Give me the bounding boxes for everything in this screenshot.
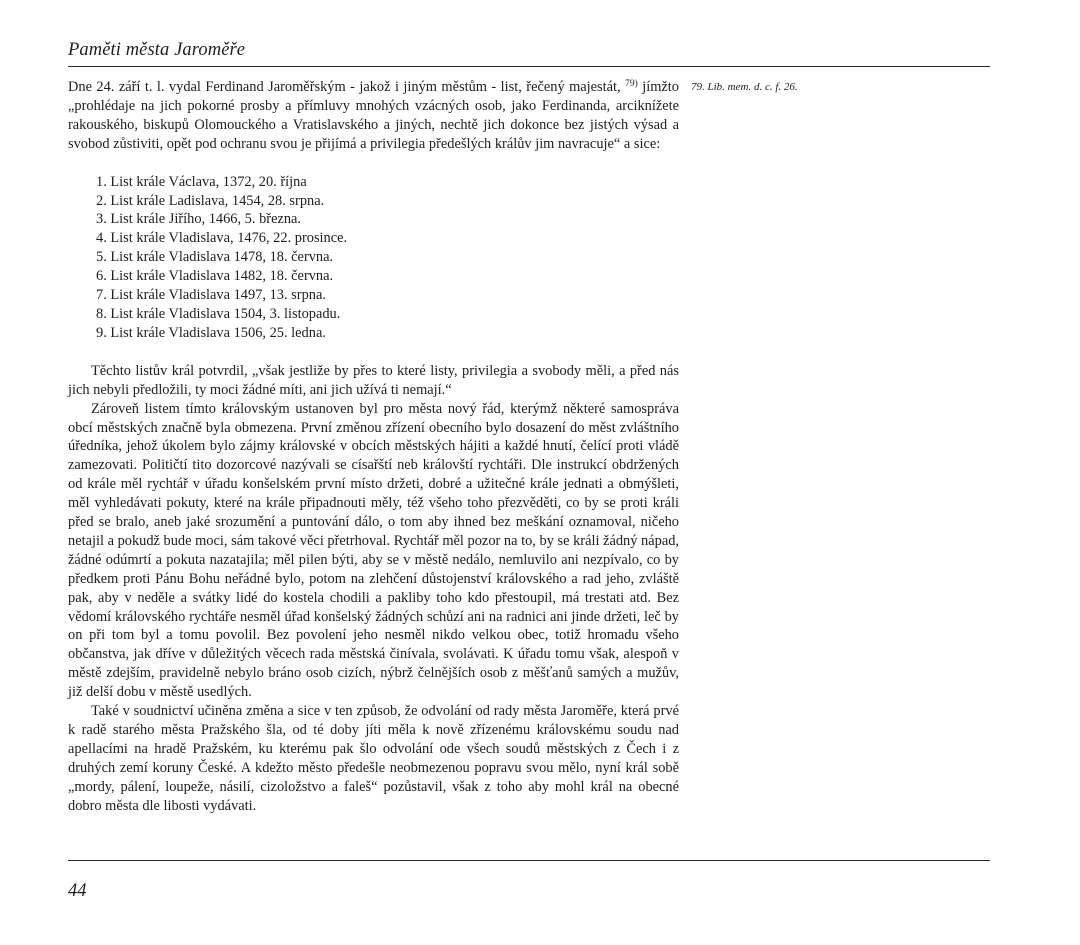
list-item: 6. List krále Vladislava 1482, 18. června. [96, 268, 334, 285]
page-number: 44 [68, 881, 87, 901]
list-item: 9. List krále Vladislava 1506, 25. ledna. [96, 324, 326, 341]
body-paragraph: Také v soudnictví učiněna změna a sice v ten způsob, že odvolání od rady města Jaroměře, která prvé k radě starého města Pražského šla, od té doby jíti měla k nově zřízenému královskému soudu nad apellacími na hradě Pražském, ku kterému pak šlo odvolání ode všech soudů městských z Čech i z druhých zemí koruny České. A kdežto město předešle neobmezenou popravu svou mělo, nyní král sobě „mordy, pálení, loupeže, násilí, cizoložstvo a faleš“ pozůstavil, však z toho aby mohl král na obecné dobro města dle libosti vydávati. [68, 703, 679, 814]
running-head-title: Paměti města Jaroměře [68, 40, 246, 60]
main-text-column [68, 78, 679, 816]
list-item: 3. List krále Jiřího, 1466, 5. března. [96, 211, 302, 228]
privilege-list [96, 173, 679, 343]
list-item: 8. List krále Vladislava 1504, 3. listopadu. [96, 305, 341, 322]
intro-text-after-ref: jímžto „prohlédaje na jich pokorné prosby a přímluvy mnohých vzácných osob, jako Ferdinanda, arciknížete rakouského, biskupů Olomouckého a Vratislavského a jiných, nechtě jich dokonce bez jistých výsad a svobod zůstiviti, opět pod ochranu svou je přijímá a privilegia předešlých králův jim navracuje“ a sice: [68, 79, 679, 152]
header-rule [68, 66, 990, 67]
list-item: 4. List krále Vladislava, 1476, 22. prosince. [96, 230, 348, 247]
intro-paragraph [68, 78, 679, 154]
intro-text-before-ref: Dne 24. září t. l. vydal Ferdinand Jaroměřským - jakož i jiným městům - list, řečený majestát, [68, 79, 621, 95]
footnote-reference: 79) [625, 79, 638, 89]
footer-rule [68, 860, 990, 861]
list-item: 7. List krále Vladislava 1497, 13. srpna. [96, 287, 326, 304]
list-item: 5. List krále Vladislava 1478, 18. června. [96, 249, 334, 266]
body-paragraph: Těchto listův král potvrdil, „však jestliže by přes to které listy, privilegia a svobody měli, a před nás jich nebyli předložili, ty moci žádné míti, ani jich užívá ti nemají.“ [68, 362, 679, 398]
list-item: 2. List krále Ladislava, 1454, 28. srpna. [96, 192, 325, 209]
body-paragraph: Zároveň listem tímto královským ustanoven byl pro města nový řád, kterýmž některé samospráva obcí městských značně byla obmezena. První změnou zřízení obecního bylo dosazení do měst zvláštního úředníka, jehož úkolem bylo zájmy královské v obcích městských hájiti a každé hnutí, čelící proti vládě zamezovati. Političtí tito dozorcové nazývali se císařští neb královští rychtáři. Dle instrukcí obdržených od krále měl rychtář v úřadu konšelském první místo držeti, dobré a užitečné krále jednati a obmýšleti, měl vyhledávati pokuty, které na krále připadnouti měly, též všeho toho přezvěděti, co by se proti králi před se bralo, aneb jaké srozumění a puntování dálo, o tom aby ihned bez meškání oznamoval, ničeho netajil a pokudž bude moci, sám takové věci přetrhoval. Rychtář měl pozor na to, by se králi žádný nápad, žádné odúmrtí a pokuta nazatajila; měl pilen býti, aby se v městě nedálo, nemluvilo ani nezpívalo, co by předkem proti Pánu Bohu neřádné bylo, potom na zlehčení důstojenství královského a rad jeho, zvláště pak, aby v neděle a svátky lidé do kostela chodili a pakliby toho kdo přestoupil, má trestati atd. Bez vědomí královského rychtáře nesměl úřad konšelský žádných schůzí ani na radnici ani jinde držeti, leč by on při tom byl a tomu povolil. Bez povolení jeho nesměl nikdo velkou obec, totiž hromadu všeho občanstva, jak dříve v důležitých věcech rada městská činívala, svolávati. K úřadu tomu však, alespoň v městě zdejším, pravidelně nebylo bráno osob cizích, nýbrž čelnějších osob z měšťanů samých a mužův, již delší dobu v městě usedlých. [68, 400, 679, 701]
margin-footnote: 79. Lib. mem. d. c. f. 26. [691, 81, 798, 93]
list-item: 1. List krále Václava, 1372, 20. října [96, 173, 307, 190]
